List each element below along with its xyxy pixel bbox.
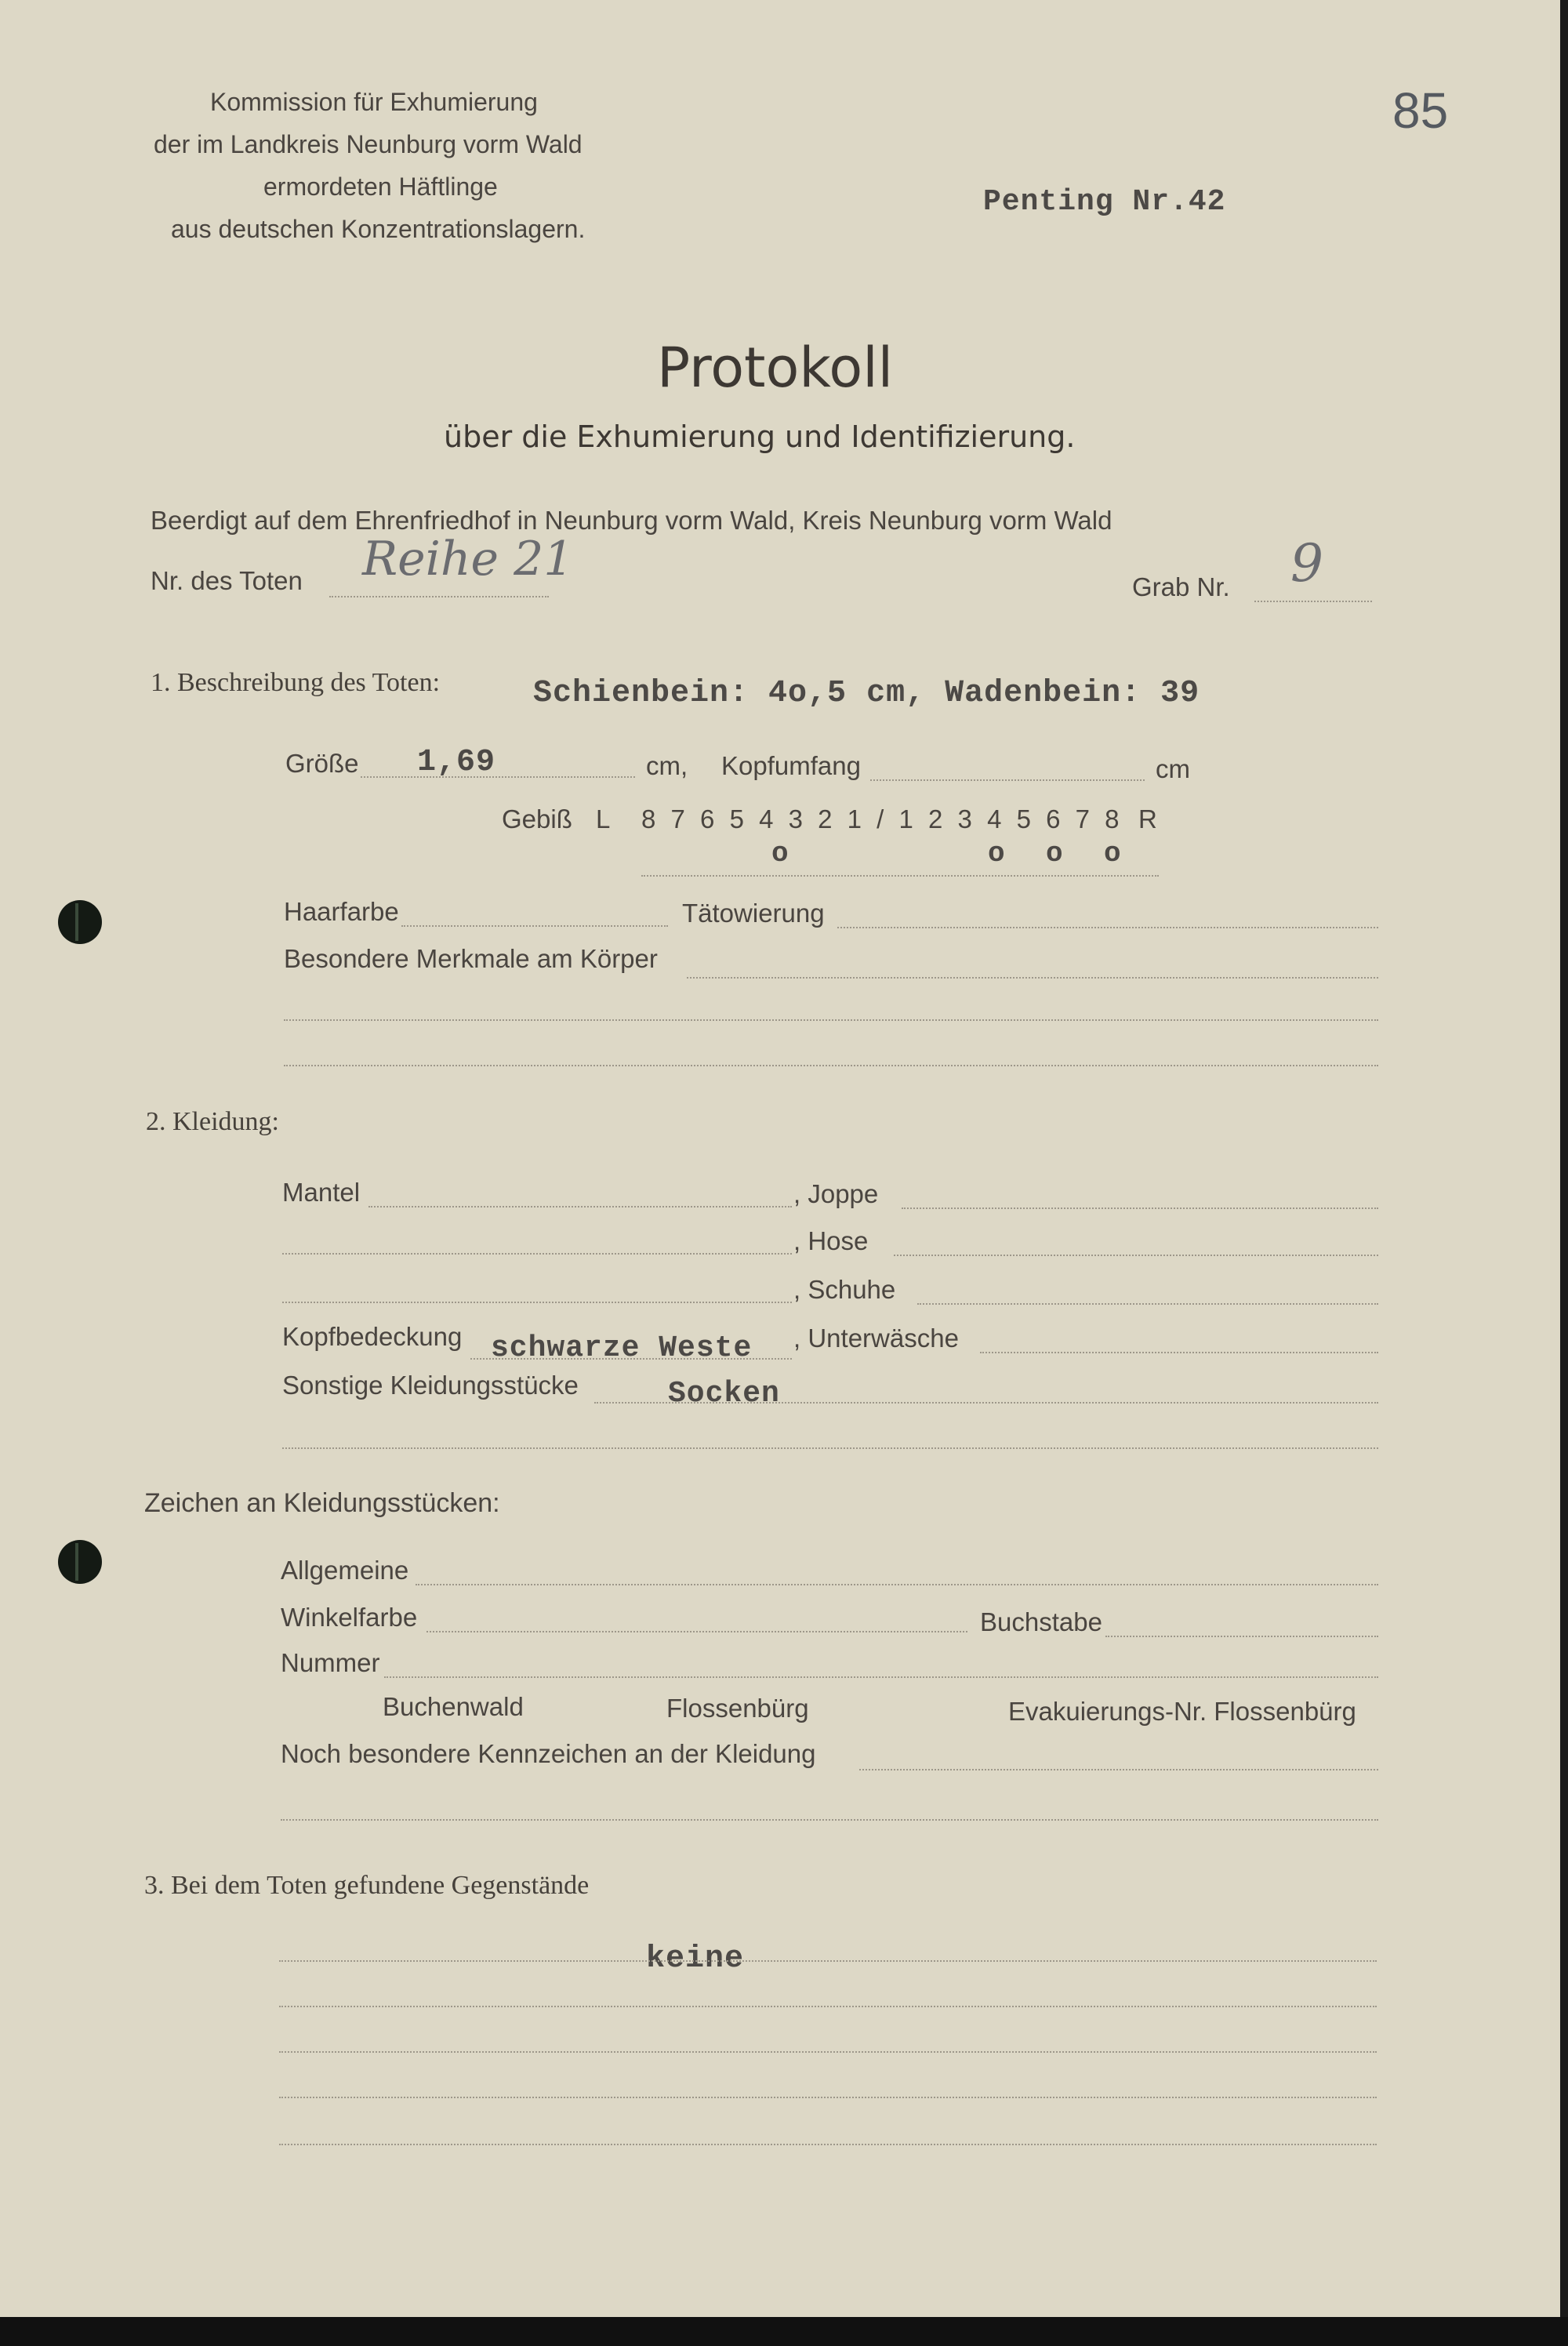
trousers-label: , Hose bbox=[793, 1226, 869, 1255]
number-label: Nummer bbox=[281, 1648, 380, 1677]
burial-line: Beerdigt auf dem Ehrenfriedhof in Neunburg vorm Wald, Kreis Neunburg vorm Wald bbox=[151, 506, 1112, 535]
typed-description: Schienbein: 4o,5 cm, Wadenbein: 39 bbox=[533, 676, 1200, 711]
tooth-mark-4: o bbox=[1104, 837, 1122, 870]
teeth-numbers: 8 7 6 5 4 3 2 1 / 1 2 3 4 5 6 7 8 bbox=[641, 804, 1123, 833]
commission-line-2: der im Landkreis Neunburg vorm Wald bbox=[154, 130, 583, 158]
commission-line-1: Kommission für Exhumierung bbox=[210, 88, 538, 116]
section2-heading: 2. Kleidung: bbox=[146, 1107, 279, 1136]
evacuation-number-label: Evakuierungs-Nr. Flossenbürg bbox=[1008, 1697, 1356, 1726]
triangle-color-label: Winkelfarbe bbox=[281, 1603, 418, 1632]
found-items-value: keine bbox=[646, 1941, 745, 1977]
grave-number-label: Grab Nr. bbox=[1132, 572, 1230, 601]
clothing-marks-heading: Zeichen an Kleidungsstücken: bbox=[144, 1488, 500, 1518]
dead-number-label: Nr. des Toten bbox=[151, 566, 303, 595]
teeth-label: Gebiß bbox=[502, 804, 572, 833]
page-number: 85 bbox=[1392, 82, 1449, 139]
section1-heading: 1. Beschreibung des Toten: bbox=[151, 668, 441, 697]
general-label: Allgemeine bbox=[281, 1556, 409, 1585]
page-subtitle: über die Exhumierung und Identifizierung. bbox=[444, 419, 1076, 454]
commission-line-4: aus deutschen Konzentrationslagern. bbox=[171, 215, 586, 243]
punch-hole-bottom bbox=[58, 1540, 102, 1584]
headwear-value: schwarze Weste bbox=[491, 1331, 753, 1365]
jacket-label: , Joppe bbox=[793, 1179, 879, 1208]
teeth-left-marker: L bbox=[596, 804, 611, 833]
underwear-label: , Unterwäsche bbox=[793, 1324, 959, 1353]
camp-buchenwald-label: Buchenwald bbox=[383, 1692, 524, 1721]
tattoo-label: Tätowierung bbox=[682, 899, 825, 928]
height-label: Größe bbox=[285, 749, 359, 778]
punch-hole-top bbox=[58, 900, 102, 944]
commission-line-3: ermordeten Häftlinge bbox=[263, 172, 498, 201]
hair-color-label: Haarfarbe bbox=[284, 897, 399, 926]
other-clothing-value: Socken bbox=[668, 1377, 780, 1411]
tooth-mark-3: o bbox=[1046, 837, 1064, 870]
more-marks-label: Noch besondere Kennzeichen an der Kleidung bbox=[281, 1739, 816, 1768]
height-value: 1,69 bbox=[417, 745, 496, 780]
tooth-mark-1: o bbox=[771, 837, 789, 870]
letter-label: Buchstabe bbox=[980, 1607, 1102, 1636]
dead-number-value: Reihe 21 bbox=[362, 532, 574, 586]
scan-edge bbox=[0, 2317, 1568, 2346]
height-unit: cm, bbox=[646, 751, 688, 780]
tooth-mark-2: o bbox=[988, 837, 1006, 870]
headwear-label: Kopfbedeckung bbox=[282, 1322, 463, 1351]
head-circumference-label: Kopfumfang bbox=[721, 751, 861, 780]
body-features-label: Besondere Merkmale am Körper bbox=[284, 944, 658, 973]
head-circumference-unit: cm bbox=[1156, 754, 1190, 783]
page-title: Protokoll bbox=[657, 336, 894, 400]
coat-label: Mantel bbox=[282, 1178, 361, 1207]
shoes-label: , Schuhe bbox=[793, 1275, 896, 1304]
teeth-right-marker: R bbox=[1138, 804, 1157, 833]
section3-heading: 3. Bei dem Toten gefundene Gegenstände bbox=[144, 1871, 590, 1900]
camp-flossenbuerg-label: Flossenbürg bbox=[666, 1694, 809, 1723]
stamp-penting: Penting Nr.42 bbox=[983, 185, 1226, 219]
other-clothing-label: Sonstige Kleidungsstücke bbox=[282, 1371, 579, 1400]
grave-number-value: 9 bbox=[1290, 533, 1323, 594]
